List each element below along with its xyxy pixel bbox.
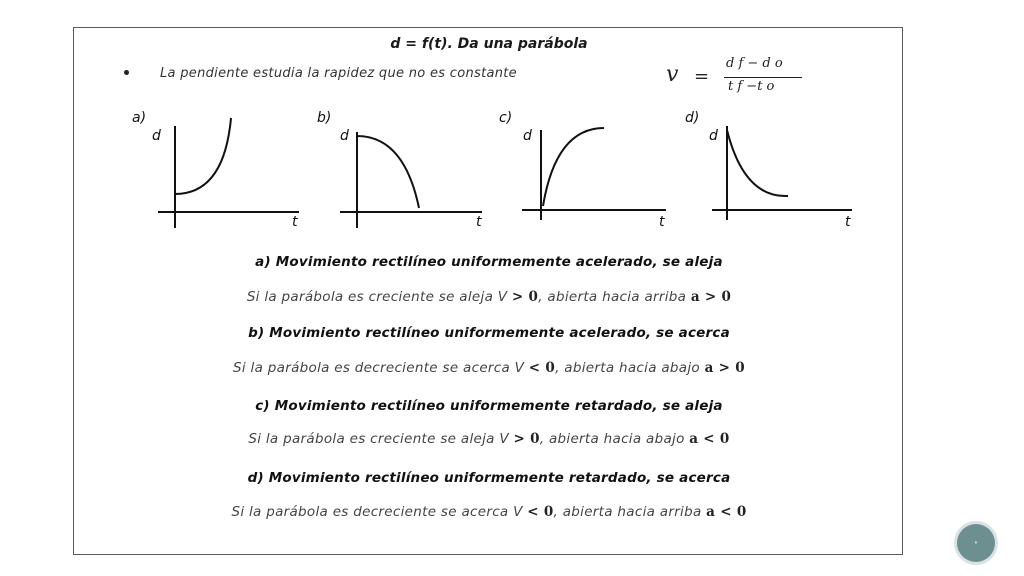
formula-equals: = — [694, 66, 710, 87]
case-d-description: Si la parábola es decreciente se acerca V < 0, abierta hacia arriba a < 0 — [231, 504, 747, 520]
graph-c-y-label: d — [523, 128, 532, 144]
graph-c-label: c) — [499, 110, 513, 126]
graphs-illustration — [74, 28, 904, 258]
graph-d-x-label: t — [845, 214, 851, 230]
graph-b-label: b) — [317, 110, 332, 126]
slide-frame — [73, 27, 903, 555]
graph-a-y-label: d — [152, 128, 161, 144]
case-a-description: Si la parábola es creciente se aleja V > 0, abierta hacia arriba a > 0 — [246, 289, 732, 305]
graph-d-y-label: d — [709, 128, 718, 144]
slide-title: d = f(t). Da una parábola — [390, 36, 588, 52]
formula-numerator: d f − d o — [726, 56, 783, 71]
graph-c-x-label: t — [659, 214, 665, 230]
graph-d-label: d) — [685, 110, 700, 126]
graph-a-label: a) — [132, 110, 147, 126]
case-b-description: Si la parábola es decreciente se acerca V < 0, abierta hacia abajo a > 0 — [233, 360, 745, 376]
case-b-heading: b) Movimiento rectilíneo uniformemente acelerado, se acerca — [248, 325, 730, 341]
case-d-heading: d) Movimiento rectilíneo uniformemente retardado, se acerca — [247, 470, 731, 486]
graph-b-x-label: t — [476, 214, 482, 230]
graph-c-curve — [543, 128, 604, 206]
slide-nav-button[interactable] — [957, 524, 995, 562]
bullet-text: La pendiente estudia la rapidez que no es constante — [160, 66, 517, 81]
graph-b-curve — [357, 136, 419, 208]
case-c-description: Si la parábola es creciente se aleja V > 0, abierta hacia abajo a < 0 — [248, 431, 730, 447]
graph-d-curve — [727, 130, 788, 196]
case-a-heading: a) Movimiento rectilíneo uniformemente acelerado, se aleja — [255, 254, 723, 270]
formula-denominator: t f −t o — [728, 79, 775, 94]
slide-nav-icon: • — [973, 539, 979, 547]
graph-a-curve — [175, 118, 231, 194]
graph-a-x-label: t — [292, 214, 298, 230]
graph-b-y-label: d — [340, 128, 349, 144]
formula-lhs: v — [666, 62, 679, 87]
case-c-heading: c) Movimiento rectilíneo uniformemente retardado, se aleja — [255, 398, 723, 414]
